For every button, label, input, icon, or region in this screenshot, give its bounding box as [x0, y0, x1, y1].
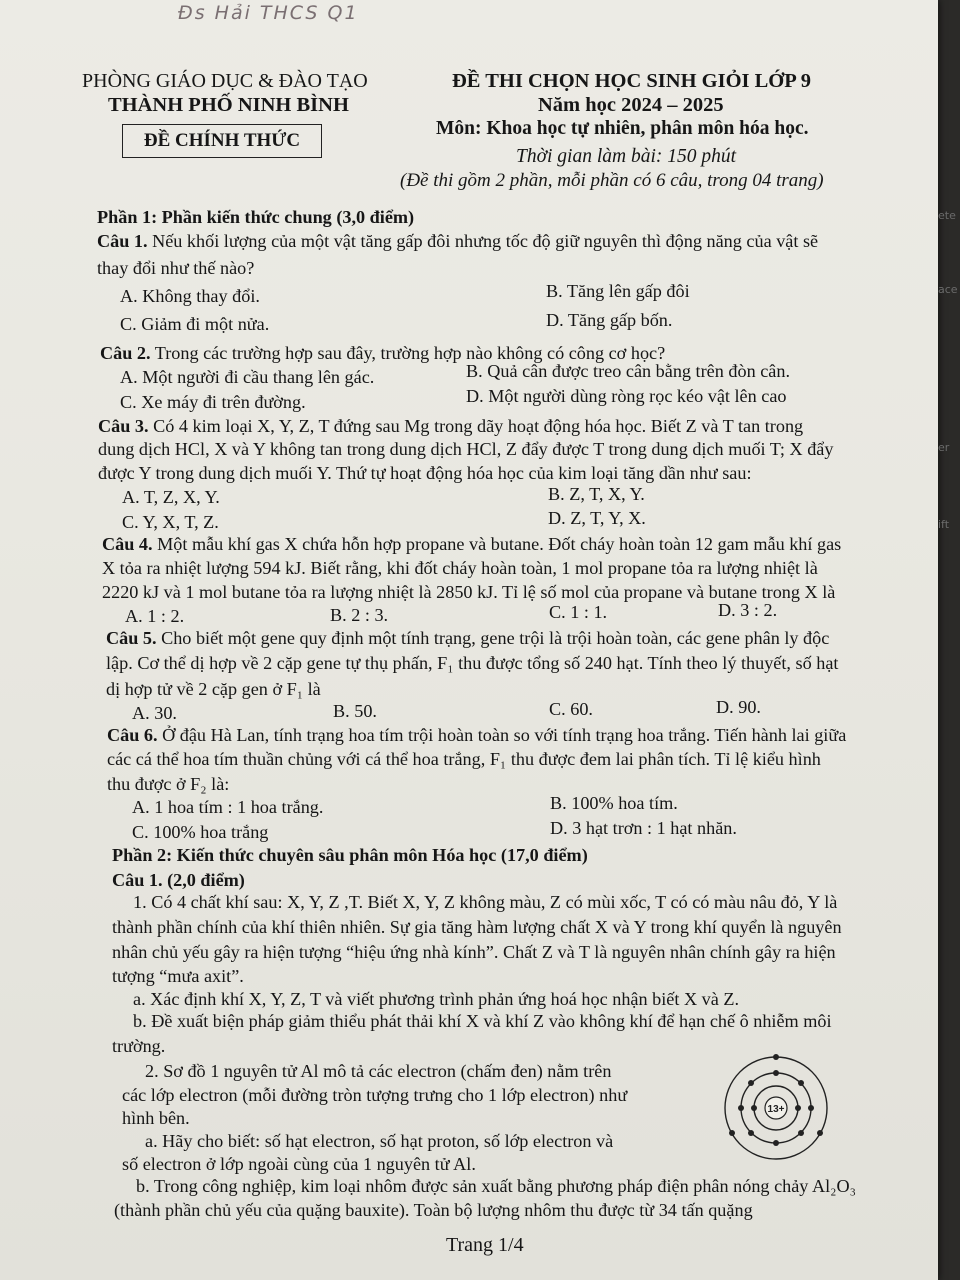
electron [795, 1105, 801, 1111]
part2-q1-2a-line2: số electron ở lớp ngoài cùng của 1 nguyên tử Al. [122, 1154, 476, 1174]
exam-title: ĐỀ THI CHỌN HỌC SINH GIỎI LỚP 9 [452, 70, 812, 92]
q2-line1: Câu 2. Trong các trường hợp sau đây, trường hợp nào không có công cơ học? [100, 343, 666, 363]
q2-option-d: D. Một người dùng ròng rọc kéo vật lên cao [466, 386, 787, 406]
aluminum-atom-diagram [716, 1040, 836, 1164]
department-name: PHÒNG GIÁO DỤC & ĐÀO TẠO [82, 70, 368, 92]
city-name: THÀNH PHỐ NINH BÌNH [108, 94, 349, 116]
q5-option-c: C. 60. [549, 699, 593, 719]
q1-option-d: D. Tăng gấp bốn. [546, 310, 673, 330]
part2-q1-2-line2: các lớp electron (mỗi đường tròn tượng trưng cho 1 lớp electron) như [122, 1085, 628, 1105]
electron [738, 1105, 744, 1111]
school-year: Năm học 2024 – 2025 [538, 94, 724, 116]
part2-q1-2-line3: hình bên. [122, 1108, 190, 1128]
exam-time: Thời gian làm bài: 150 phút [516, 146, 737, 167]
part2-q1-2a-line1: a. Hãy cho biết: số hạt electron, số hạt proton, số lớp electron và [145, 1131, 614, 1151]
edge-fragment: er [938, 441, 950, 454]
q2-option-c: C. Xe máy đi trên đường. [120, 392, 306, 412]
q3-option-a: A. T, Z, X, Y. [122, 487, 220, 507]
q1-option-c: C. Giảm đi một nửa. [120, 314, 270, 334]
q6-option-a: A. 1 hoa tím : 1 hoa trắng. [132, 797, 324, 817]
page-number: Trang 1/4 [446, 1234, 524, 1256]
edge-fragment: ift [938, 518, 950, 531]
q4-line3: 2220 kJ và 1 mol butane tỏa ra lượng nhiệt là 2850 kJ. Tỉ lệ số mol của propane và butane trong X là [102, 582, 836, 602]
q3-option-b: B. Z, T, X, Y. [548, 484, 645, 504]
q4-option-a: A. 1 : 2. [125, 606, 185, 626]
part2-q1-2b-line1: b. Trong công nghiệp, kim loại nhôm được sản xuất bằng phương pháp điện phân nóng chảy Al₂O₃ [136, 1176, 856, 1196]
q1-option-b: B. Tăng lên gấp đôi [546, 281, 690, 301]
q5-option-a: A. 30. [132, 703, 177, 723]
nucleus-charge: 13+ [767, 1104, 785, 1115]
electron [748, 1130, 754, 1136]
part2-q1-1-line2: thành phần chính của khí thiên nhiên. Sự gia tăng hàm lượng chất X và Y trong khí quyển là nguyên [112, 917, 842, 937]
electron [798, 1130, 804, 1136]
official-exam-box: ĐỀ CHÍNH THỨC [122, 124, 322, 158]
electron [808, 1105, 814, 1111]
q3-option-c: C. Y, X, T, Z. [122, 512, 219, 532]
edge-fragment: ete [938, 209, 956, 222]
electron [773, 1054, 779, 1060]
q3-line2: dung dịch HCl, X và Y không tan trong dung dịch HCl, Z đẩy được T trong dung dịch muối T; X đẩy [98, 439, 834, 459]
part2-q1-b-line2: trường. [112, 1036, 166, 1056]
electron [729, 1130, 735, 1136]
q1-line2: thay đổi như thế nào? [97, 258, 255, 278]
part2-q1-b-line1: b. Đề xuất biện pháp giảm thiểu phát thải khí X và khí Z vào không khí để hạn chế ô nhiễm môi [133, 1011, 832, 1031]
q1-line1: Câu 1. Nếu khối lượng của một vật tăng gấp đôi nhưng tốc độ giữ nguyên thì động năng của vật sẽ [97, 231, 819, 251]
part2-q1-2-line1: 2. Sơ đồ 1 nguyên tử Al mô tả các electron (chấm đen) nằm trên [145, 1061, 612, 1081]
q5-option-b: B. 50. [333, 701, 377, 721]
q6-option-d: D. 3 hạt trơn : 1 hạt nhăn. [550, 818, 737, 838]
part2-title: Phần 2: Kiến thức chuyên sâu phân môn Hóa học (17,0 điểm) [112, 845, 588, 865]
electron [773, 1070, 779, 1076]
q6-option-c: C. 100% hoa trắng [132, 822, 269, 842]
q2-option-a: A. Một người đi cầu thang lên gác. [120, 367, 375, 387]
q3-option-d: D. Z, T, Y, X. [548, 508, 646, 528]
q6-option-b: B. 100% hoa tím. [550, 793, 678, 813]
q5-line2: lập. Cơ thể dị hợp về 2 cặp gene tự thụ phấn, F₁ thu được tổng số 240 hạt. Tính theo lý thuyết, số hạt [106, 653, 839, 673]
part2-q1-1-line1: 1. Có 4 chất khí sau: X, Y, Z ,T. Biết X, Y, Z không màu, Z có mùi xốc, T có có màu nâu đỏ, Y là [133, 892, 838, 912]
electron [748, 1080, 754, 1086]
edge-fragment: ace [938, 283, 958, 296]
handwritten-note: Đs Hải THCS Q1 [178, 2, 359, 24]
part2-q1-a: a. Xác định khí X, Y, Z, T và viết phương trình phản ứng hoá học nhận biết X và Z. [133, 989, 740, 1009]
q4-option-c: C. 1 : 1. [549, 602, 608, 622]
q3-line3: được Y trong dung dịch muối Y. Thứ tự hoạt động hóa học của kim loại tăng dần như sau: [98, 463, 752, 483]
part2-q1-2b-line2: (thành phần chủ yếu của quặng bauxite). Toàn bộ lượng nhôm thu được từ 34 tấn quặng [114, 1200, 753, 1220]
electron [817, 1130, 823, 1136]
electron [751, 1105, 757, 1111]
part2-q1-title: Câu 1. (2,0 điểm) [112, 870, 245, 890]
electron [798, 1080, 804, 1086]
q6-line1: Câu 6. Ở đậu Hà Lan, tính trạng hoa tím trội hoàn toàn so với tính trạng hoa trắng. Tiến hành lai giữa [107, 725, 847, 745]
exam-note: (Đề thi gồm 2 phần, mỗi phần có 6 câu, trong 04 trang) [400, 170, 824, 191]
q6-line3: thu được ở F₂ là: [107, 774, 230, 794]
electron [773, 1140, 779, 1146]
q3-line1: Câu 3. Có 4 kim loại X, Y, Z, T đứng sau Mg trong dãy hoạt động hóa học. Biết Z và T tan trong [98, 416, 804, 436]
part1-title: Phần 1: Phần kiến thức chung (3,0 điểm) [97, 207, 415, 227]
q4-option-d: D. 3 : 2. [718, 600, 778, 620]
q5-line3: dị hợp tử về 2 cặp gen ở F₁ là [106, 679, 321, 699]
q5-option-d: D. 90. [716, 697, 761, 717]
q2-option-b: B. Quả cân được treo cân bằng trên đòn cân. [466, 361, 790, 381]
part2-q1-1-line3: nhân chủ yếu gây ra hiện tượng “hiệu ứng nhà kính”. Chất Z và T là nguyên nhân chính gây ra hiện [112, 942, 836, 962]
q6-line2: các cá thể hoa tím thuần chủng với cá thể hoa trắng, F₁ thu được đem lai phân tích. Tỉ lệ kiểu hình [107, 749, 821, 769]
q4-line1: Câu 4. Một mẫu khí gas X chứa hỗn hợp propane và butane. Đốt cháy hoàn toàn 12 gam mẫu khí gas [102, 534, 842, 554]
subject: Môn: Khoa học tự nhiên, phân môn hóa học. [436, 118, 809, 139]
q5-line1: Câu 5. Cho biết một gene quy định một tính trạng, gene trội là trội hoàn toàn, các gene phân ly độc [106, 628, 830, 648]
q4-option-b: B. 2 : 3. [330, 605, 389, 625]
q1-option-a: A. Không thay đổi. [120, 286, 260, 306]
q4-line2: X tỏa ra nhiệt lượng 594 kJ. Biết rằng, khi đốt cháy hoàn toàn, 1 mol propane tỏa ra lượng nhiệt là [102, 558, 818, 578]
part2-q1-1-line4: tượng “mưa axit”. [112, 966, 244, 986]
